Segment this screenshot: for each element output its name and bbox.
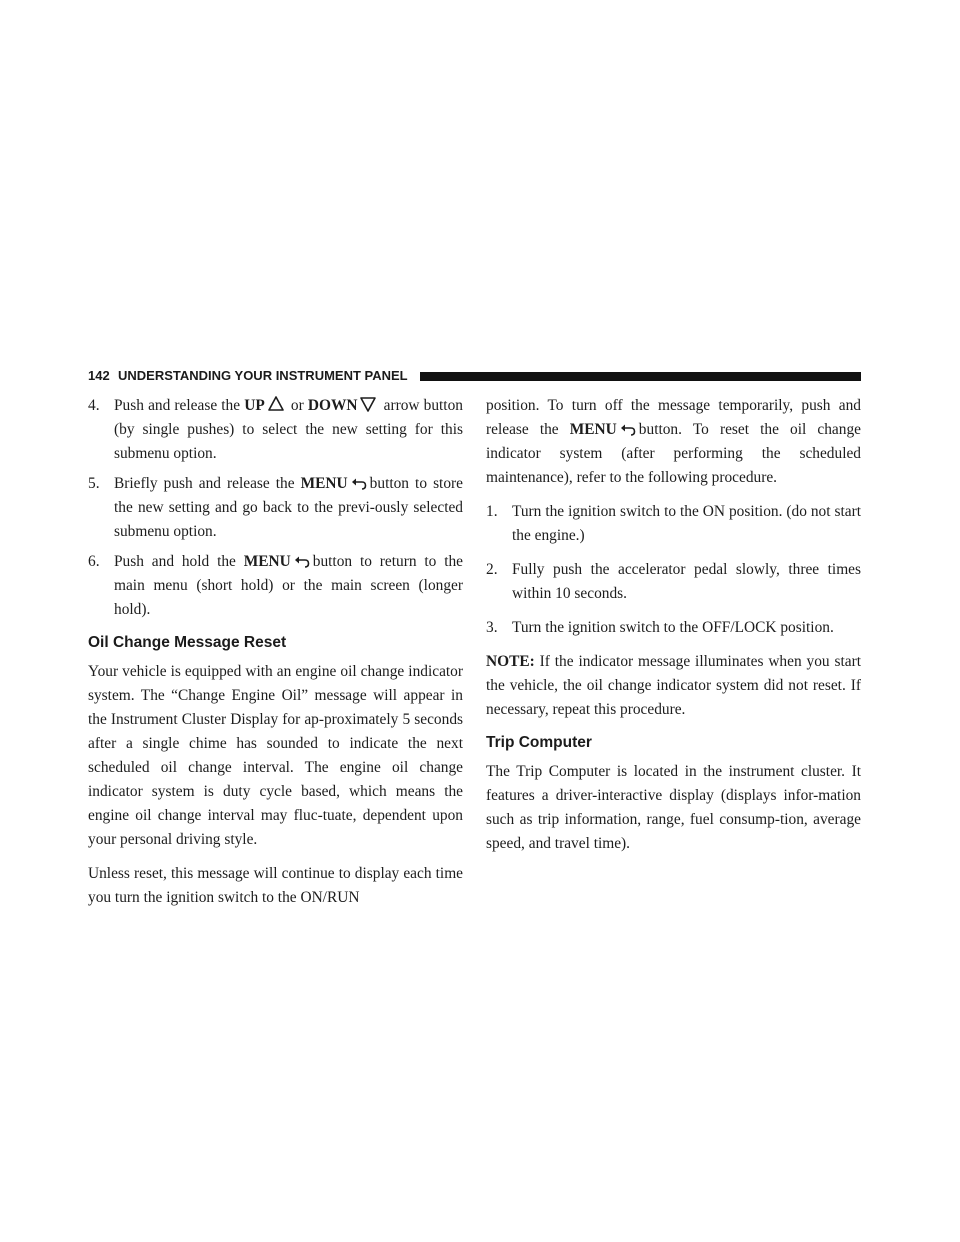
- menu-label: MENU: [569, 421, 617, 438]
- up-label: UP: [244, 397, 265, 414]
- menu-back-arrow-icon: [350, 477, 368, 491]
- step-4: [88, 394, 463, 466]
- step-5: [88, 472, 463, 544]
- down-label: DOWN: [307, 397, 358, 414]
- step-text-post: arrow button (by single pushes) to select the new setting for this submenu option.: [114, 397, 463, 462]
- step-number: 5.: [88, 475, 100, 492]
- oil-change-heading: Oil Change Message Reset: [88, 634, 287, 651]
- step-text: [114, 394, 463, 466]
- step-number: 6.: [88, 553, 100, 570]
- oil-change-paragraph-1: Your vehicle is equipped with an engine oil change indicator system. The “Change Engine Oil” message will appear in the Instrument Cluster Display for ap-proximately 5 seconds after a single chime has sounded to indicate the next scheduled oil change interval. The engine oil change indicator system is duty cycle based, which means the engine oil change interval may fluc-tuate, dependent upon your personal driving style.: [88, 663, 463, 848]
- note-text: If the indicator message illuminates when you start the vehicle, the oil change indicator system did not reset. If necessary, repeat this procedure.: [486, 653, 861, 718]
- step-text: [114, 472, 463, 544]
- step-text: Turn the ignition switch to the OFF/LOCK position.: [512, 619, 834, 636]
- step-text-post: button to store the new setting and go back to the previ-ously selected submenu option.: [114, 475, 463, 540]
- reset-step-1: [486, 500, 861, 548]
- note-label: NOTE:: [486, 653, 535, 670]
- step-text-pre: Briefly push and release the: [114, 475, 295, 492]
- reset-step-3: [486, 616, 861, 640]
- step-6: [88, 550, 463, 622]
- step-number: 2.: [486, 561, 498, 578]
- step-text-post: button to return to the main menu (short hold) or the main screen (longer hold).: [114, 553, 463, 618]
- continuation-pre: position. To turn off the message temporarily, push and release the: [486, 397, 861, 438]
- note-paragraph: [486, 650, 861, 722]
- step-number: 1.: [486, 503, 498, 520]
- oil-change-paragraph-2: Unless reset, this message will continue to display each time you turn the ignition switch to the ON/RUN: [88, 865, 463, 906]
- menu-label: MENU: [243, 553, 291, 570]
- step-text-pre: Push and hold the: [114, 553, 236, 570]
- oil-change-continuation: [486, 394, 861, 490]
- step-text: Fully push the accelerator pedal slowly, three times within 10 seconds.: [512, 561, 861, 602]
- step-text-pre: Push and release the: [114, 397, 241, 414]
- page-header: [88, 366, 861, 386]
- menu-label: MENU: [300, 475, 348, 492]
- or-text: or: [290, 397, 304, 414]
- up-arrow-icon: [267, 395, 285, 413]
- reset-step-2: [486, 558, 861, 606]
- trip-computer-heading: Trip Computer: [486, 734, 592, 751]
- step-text: [114, 550, 463, 622]
- left-column: [88, 394, 463, 920]
- continuation-post: button. To reset the oil change indicator system (after performing the scheduled maintenance), refer to the following procedure.: [486, 421, 861, 486]
- page-number: 142: [88, 368, 110, 383]
- header-rule: [420, 372, 861, 381]
- section-title: UNDERSTANDING YOUR INSTRUMENT PANEL: [118, 368, 408, 383]
- step-text: Turn the ignition switch to the ON position. (do not start the engine.): [512, 503, 861, 544]
- down-arrow-icon: [359, 395, 377, 413]
- right-column: [486, 394, 861, 866]
- step-number: 4.: [88, 397, 100, 414]
- trip-computer-paragraph: The Trip Computer is located in the instrument cluster. It features a driver-interactive display (displays infor-mation such as trip information, range, fuel consump-tion, average speed, and travel time).: [486, 763, 861, 852]
- menu-back-arrow-icon: [619, 423, 637, 437]
- step-number: 3.: [486, 619, 498, 636]
- menu-back-arrow-icon: [293, 555, 311, 569]
